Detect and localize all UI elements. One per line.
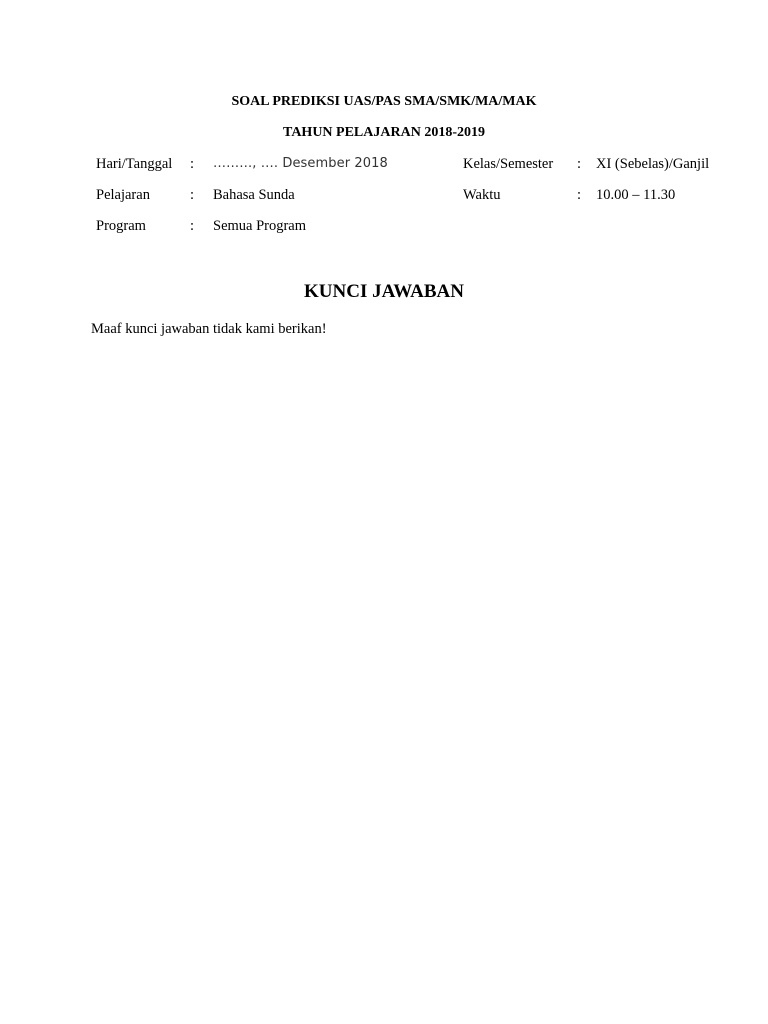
pelajaran-value: Bahasa Sunda bbox=[213, 187, 295, 203]
hari-tanggal-colon: : bbox=[190, 156, 195, 172]
kelas-semester-label: Kelas/Semester bbox=[463, 156, 554, 172]
waktu-value: 10.00 – 11.30 bbox=[596, 187, 676, 203]
pelajaran-colon: : bbox=[190, 187, 195, 203]
academic-year-title: TAHUN PELAJARAN 2018-2019 bbox=[283, 125, 485, 140]
hari-tanggal-label: Hari/Tanggal bbox=[96, 156, 173, 172]
kelas-semester-value: XI (Sebelas)/Ganjil bbox=[596, 156, 710, 172]
section-heading: KUNCI JAWABAN bbox=[304, 281, 464, 302]
waktu-colon: : bbox=[577, 187, 582, 203]
hari-tanggal-value: ………, …. Desember 2018 bbox=[213, 156, 388, 171]
program-colon: : bbox=[190, 218, 195, 234]
pelajaran-label: Pelajaran bbox=[96, 187, 150, 203]
program-label: Program bbox=[96, 218, 146, 234]
program-value: Semua Program bbox=[213, 218, 307, 234]
waktu-label: Waktu bbox=[463, 187, 501, 203]
kelas-semester-colon: : bbox=[577, 156, 582, 172]
answer-key-note: Maaf kunci jawaban tidak kami berikan! bbox=[91, 321, 327, 337]
document-title: SOAL PREDIKSI UAS/PAS SMA/SMK/MA/MAK bbox=[231, 94, 537, 109]
